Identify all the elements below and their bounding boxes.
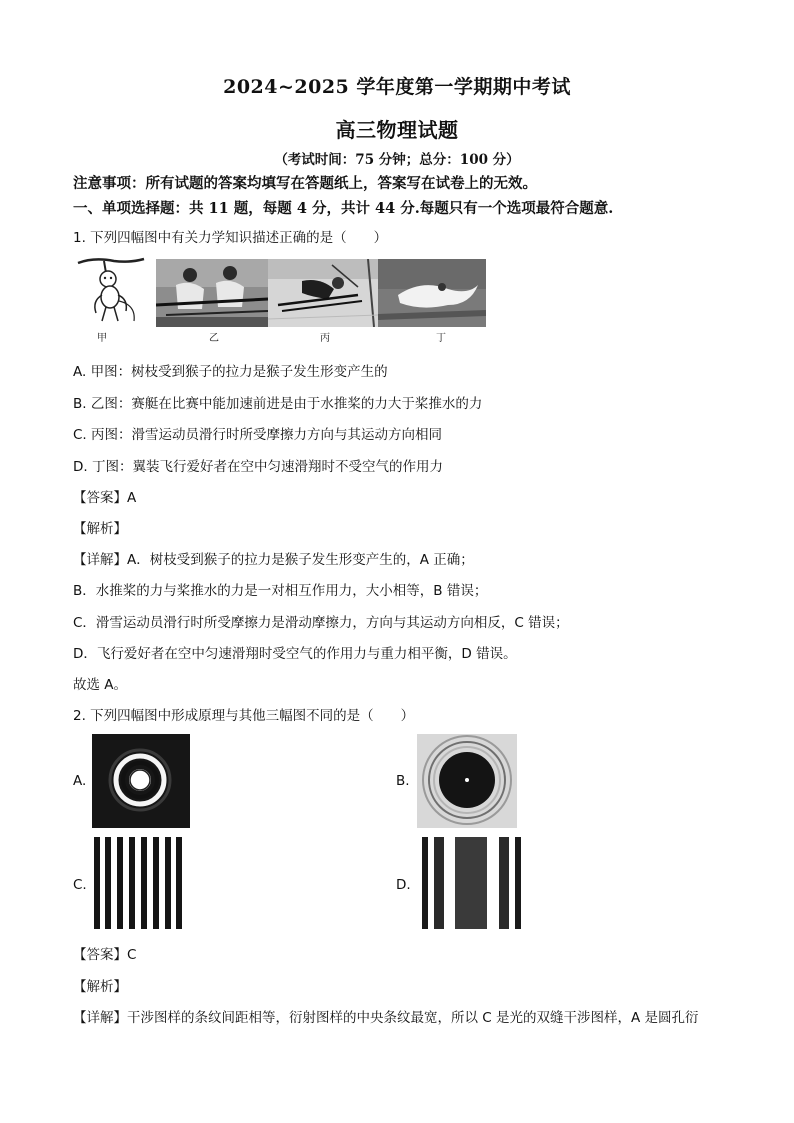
q2-option-b-image [417,734,517,828]
q2-option-d-letter: D. [396,877,411,893]
q1-option-b: B. 乙图：赛艇在比赛中能加速前进是由于水推桨的力大于桨推水的力 [73,396,483,412]
q1-detail-3: C．滑雪运动员滑行时所受摩擦力是滑动摩擦力，方向与其运动方向相反，C 错误； [73,615,569,631]
q1-figure-label-yi: 乙 [209,333,219,344]
notice: 注意事项：所有试题的答案均填写在答题纸上，答案写在试卷上的无效。 [73,175,537,192]
q1-analysis-label: 【解析】 [73,521,127,537]
q1-figure-monkey [74,255,154,330]
q1-option-c: C. 丙图：滑雪运动员滑行时所受摩擦力方向与其运动方向相同 [73,427,443,443]
q1-option-a: A. 甲图：树枝受到猴子的拉力是猴子发生形变产生的 [73,364,388,380]
q2-option-a-letter: A. [73,773,87,789]
q2-option-c-image [93,837,183,929]
q1-figure-skiing [268,259,378,327]
q1-figure-rowing [156,259,268,327]
q1-detail-1: 【详解】A．树枝受到猴子的拉力是猴子发生形变产生的，A 正确； [73,552,474,568]
exam-subtitle: 高三物理试题 [335,118,459,142]
section-heading: 一、单项选择题：共 11 题，每题 4 分，共计 44 分.每题只有一个选项最符合题意. [73,200,614,217]
exam-info: （考试时间：75 分钟；总分：100 分） [274,152,520,168]
q2-option-d-image [421,837,523,929]
q2-option-c-letter: C. [73,877,87,893]
q2-answer: 【答案】C [73,947,137,963]
q2-stem: 2. 下列四幅图中形成原理与其他三幅图不同的是（ ） [73,708,415,724]
q1-figure-label-jia: 甲 [97,333,107,344]
q1-detail-5: 故选 A。 [73,677,128,693]
exam-title: 2024~2025 学年度第一学期期中考试 [223,76,571,98]
q1-figure-wingsuit [378,259,486,327]
q1-answer: 【答案】A [73,490,137,506]
q2-analysis-label: 【解析】 [73,979,127,995]
q1-detail-4: D．飞行爱好者在空中匀速滑翔时受空气的作用力与重力相平衡，D 错误。 [73,646,517,662]
q1-stem: 1. 下列四幅图中有关力学知识描述正确的是（ ） [73,230,388,246]
q2-option-a-image [92,734,190,828]
q1-figure-label-ding: 丁 [436,333,446,344]
q2-option-b-letter: B. [396,773,410,789]
q2-detail: 【详解】干涉图样的条纹间距相等，衍射图样的中央条纹最宽，所以 C 是光的双缝干涉图样，A 是圆孔衍 [73,1010,699,1026]
q1-detail-2: B．水推桨的力与桨推水的力是一对相互作用力，大小相等，B 错误； [73,583,488,599]
q1-option-d: D. 丁图：翼装飞行爱好者在空中匀速滑翔时不受空气的作用力 [73,459,443,475]
q1-figure-label-bing: 丙 [320,333,330,344]
